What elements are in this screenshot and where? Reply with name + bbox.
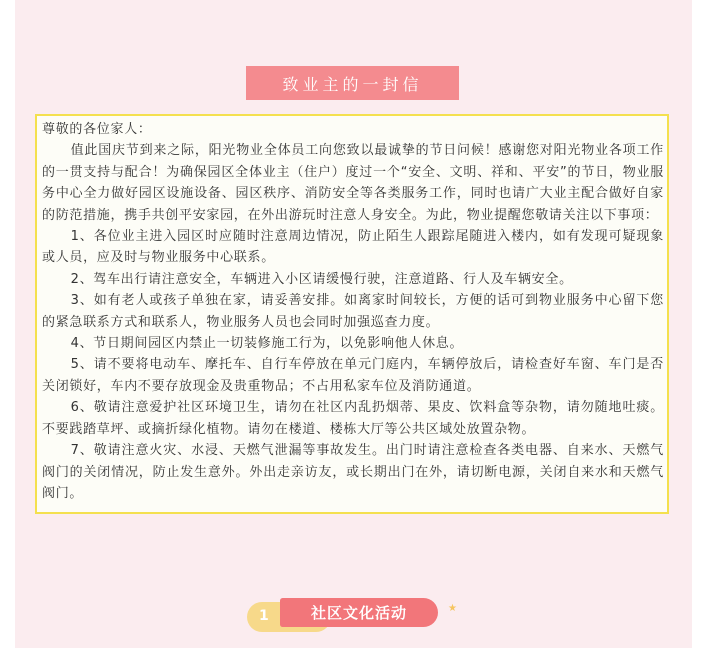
letter-paragraph-item-5: 5、请不要将电动车、摩托车、自行车停放在单元门庭内，车辆停放后，请检查好车窗、车门是否关闭锁好，车内不要存放现金及贵重物品；不占用私家车位及消防通道。: [42, 357, 664, 394]
letter-content-box: [35, 114, 669, 514]
letter-paragraph-item-3: 3、如有老人或孩子单独在家，请妥善安排。如离家时间较长，方便的话可到物业服务中心留下您的紧急联系方式和联系人，物业服务人员也会同时加强巡查力度。: [42, 293, 664, 330]
letter-title: 致业主的一封信: [282, 74, 423, 94]
letter-title-banner: [246, 66, 459, 100]
letter-paragraph-item-2: 2、驾车出行请注意安全，车辆进入小区请缓慢行驶，注意道路、行人及车辆安全。: [70, 271, 573, 287]
letter-paragraph-item-7: 7、敬请注意火灾、水浸、天燃气泄漏等事故发生。出门时请注意检查各类电器、自来水、天燃气阀门的关闭情况，防止发生意外。外出走亲访友，或长期出门在外，请切断电源，关闭自来水和天燃气阀门。: [42, 443, 664, 501]
star-icon: ★: [448, 603, 457, 614]
letter-paragraph-item-1: 1、各位业主进入园区时应随时注意周边情况，防止陌生人跟踪尾随进入楼内，如有发现可疑现象或人员，应及时与物业服务中心联系。: [42, 229, 664, 266]
letter-paragraph-item-6: 6、敬请注意爱护社区环境卫生，请勿在社区内乱扔烟蒂、果皮、饮料盒等杂物，请勿随地吐痰。不要践踏草坪、或摘折绿化植物。请勿在楼道、楼栋大厅等公共区域处放置杂物。: [42, 400, 664, 437]
section-title: 社区文化活动: [310, 604, 407, 622]
section-number: 1: [259, 608, 269, 624]
section-header: [247, 598, 477, 638]
letter-paragraph-intro: 值此国庆节到来之际，阳光物业全体员工向您致以最诚挚的节日问候！感谢您对阳光物业各项工作的一贯支持与配合！为确保园区全体业主（住户）度过一个“安全、文明、祥和、平安”的节日，物业服务中心全力做好园区设施设备、园区秩序、消防安全等各类服务工作，同时也请广大业主配合做好自家的防范措施，携手共创平安家园，在外出游玩时注意人身安全。为此，物业提醒您敬请关注以下事项：: [42, 143, 664, 223]
letter-greeting: 尊敬的各位家人：: [42, 122, 152, 137]
letter-paragraph-item-4: 4、节日期间园区内禁止一切装修施工行为，以免影响他人休息。: [70, 336, 464, 352]
section-title-tab: [280, 598, 438, 627]
